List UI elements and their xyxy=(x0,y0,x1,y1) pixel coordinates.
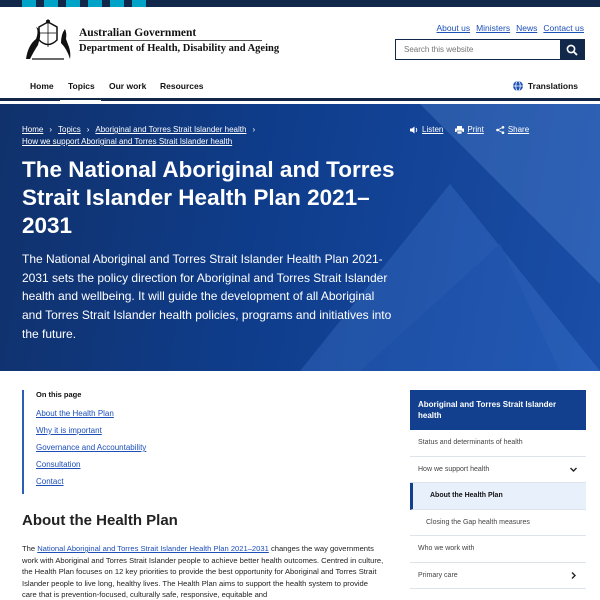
util-link-news[interactable]: News xyxy=(516,23,538,33)
nav-item-our-work[interactable]: Our work xyxy=(109,81,147,91)
page-title: The National Aboriginal and Torres Strait Islander Health Plan 2021–2031 xyxy=(22,157,395,238)
page-actions xyxy=(410,125,529,134)
util-link-contact-us[interactable]: Contact us xyxy=(543,23,584,33)
side-nav-item-label: Closing the Gap health measures xyxy=(426,518,530,526)
hero-banner xyxy=(0,104,600,371)
printer-icon xyxy=(455,126,464,134)
site-header xyxy=(0,7,600,72)
breadcrumb-topics[interactable]: Topics xyxy=(58,125,81,134)
print-label: Print xyxy=(467,125,484,134)
print-button[interactable] xyxy=(455,125,483,134)
breadcrumb-home[interactable]: Home xyxy=(22,125,44,134)
breadcrumb-separator-icon: › xyxy=(86,125,90,134)
breadcrumb xyxy=(22,124,282,148)
side-nav-item-status[interactable] xyxy=(410,430,586,457)
util-link-about-us[interactable]: About us xyxy=(436,23,471,33)
share-button[interactable] xyxy=(496,125,529,134)
on-this-page-title: On this page xyxy=(36,390,82,399)
utility-links xyxy=(437,23,584,33)
listen-label: Listen xyxy=(422,125,444,134)
share-icon xyxy=(496,126,505,134)
translations-label: Translations xyxy=(527,81,578,91)
health-plan-link[interactable]: National Aboriginal and Torres Strait Islander Health Plan 2021–2031 xyxy=(37,544,269,553)
chevron-right-icon[interactable] xyxy=(569,571,578,580)
top-accent-strip xyxy=(0,0,600,7)
side-nav-item-primary-care[interactable] xyxy=(410,563,586,590)
breadcrumb-atsi-health[interactable]: Aboriginal and Torres Strait Islander health xyxy=(95,125,247,134)
listen-button[interactable] xyxy=(410,125,443,134)
nav-item-resources[interactable]: Resources xyxy=(160,81,204,91)
search-input[interactable] xyxy=(396,40,560,59)
otp-link-governance[interactable]: Governance and Accountability xyxy=(36,443,147,452)
otp-link-why-important[interactable]: Why it is important xyxy=(36,426,102,435)
side-nav-item-about-plan[interactable] xyxy=(410,483,586,510)
breadcrumb-separator-icon: › xyxy=(252,125,256,134)
nav-item-home[interactable]: Home xyxy=(30,81,54,91)
side-nav-item-label: Status and determinants of health xyxy=(418,439,523,446)
header-divider xyxy=(79,40,262,41)
government-name: Australian Government xyxy=(79,27,197,39)
side-navigation xyxy=(410,390,586,589)
translations-button[interactable] xyxy=(512,80,578,92)
department-name: Department of Health, Disability and Ageing xyxy=(79,43,280,54)
side-nav-item-label: How we support health xyxy=(418,465,490,473)
section-paragraph xyxy=(22,543,384,600)
side-nav-item-label: Who we work with xyxy=(418,545,475,552)
side-nav-item-label: Primary care xyxy=(418,571,458,579)
section-heading: About the Health Plan xyxy=(22,512,178,529)
globe-icon xyxy=(512,80,524,92)
search-button[interactable] xyxy=(560,40,584,59)
speaker-icon xyxy=(410,126,419,134)
side-nav-heading[interactable]: Aboriginal and Torres Strait Islander health xyxy=(410,390,586,430)
side-nav-item-how-we-support[interactable] xyxy=(410,457,586,484)
on-this-page xyxy=(22,390,182,494)
main-navigation xyxy=(0,72,600,101)
side-nav-item-who-we-work-with[interactable] xyxy=(410,536,586,563)
side-nav-item-closing-gap[interactable] xyxy=(410,510,586,537)
paragraph-text: The xyxy=(22,544,38,553)
util-link-ministers[interactable]: Ministers xyxy=(476,23,511,33)
otp-link-about[interactable]: About the Health Plan xyxy=(36,409,114,418)
otp-link-consultation[interactable]: Consultation xyxy=(36,460,81,469)
nav-item-topics[interactable]: Topics xyxy=(68,81,95,91)
share-label: Share xyxy=(507,125,530,134)
otp-link-contact[interactable]: Contact xyxy=(36,477,64,486)
paragraph-text: changes the way governments work with Aboriginal and Torres Strait Islander people to achieve better health outcomes. Centred in culture, the Health Plan focuses on 12 key priorities to provide the best opportunity for Aboriginal and Torres Strait Islander people to live long, healthy lives. The Health Plan aims to support the health system to provide care that is prevention-focused, culturally safe, responsive, equitable and xyxy=(22,544,384,599)
chevron-down-icon[interactable] xyxy=(569,465,578,474)
side-nav-item-label: About the Health Plan xyxy=(430,492,503,499)
coat-of-arms-icon[interactable] xyxy=(22,19,74,61)
breadcrumb-separator-icon: › xyxy=(49,125,53,134)
search-icon xyxy=(566,44,578,56)
site-search xyxy=(395,39,585,60)
breadcrumb-how-we-support[interactable]: How we support Aboriginal and Torres Strait Islander health xyxy=(22,137,233,146)
page-intro: The National Aboriginal and Torres Strait Islander Health Plan 2021-2031 sets the policy direction for Aboriginal and Torres Strait Islander health and wellbeing. It will guide the development of all Aboriginal and Torres Strait Islander health policies, programs and initiatives into the future. xyxy=(22,252,392,341)
